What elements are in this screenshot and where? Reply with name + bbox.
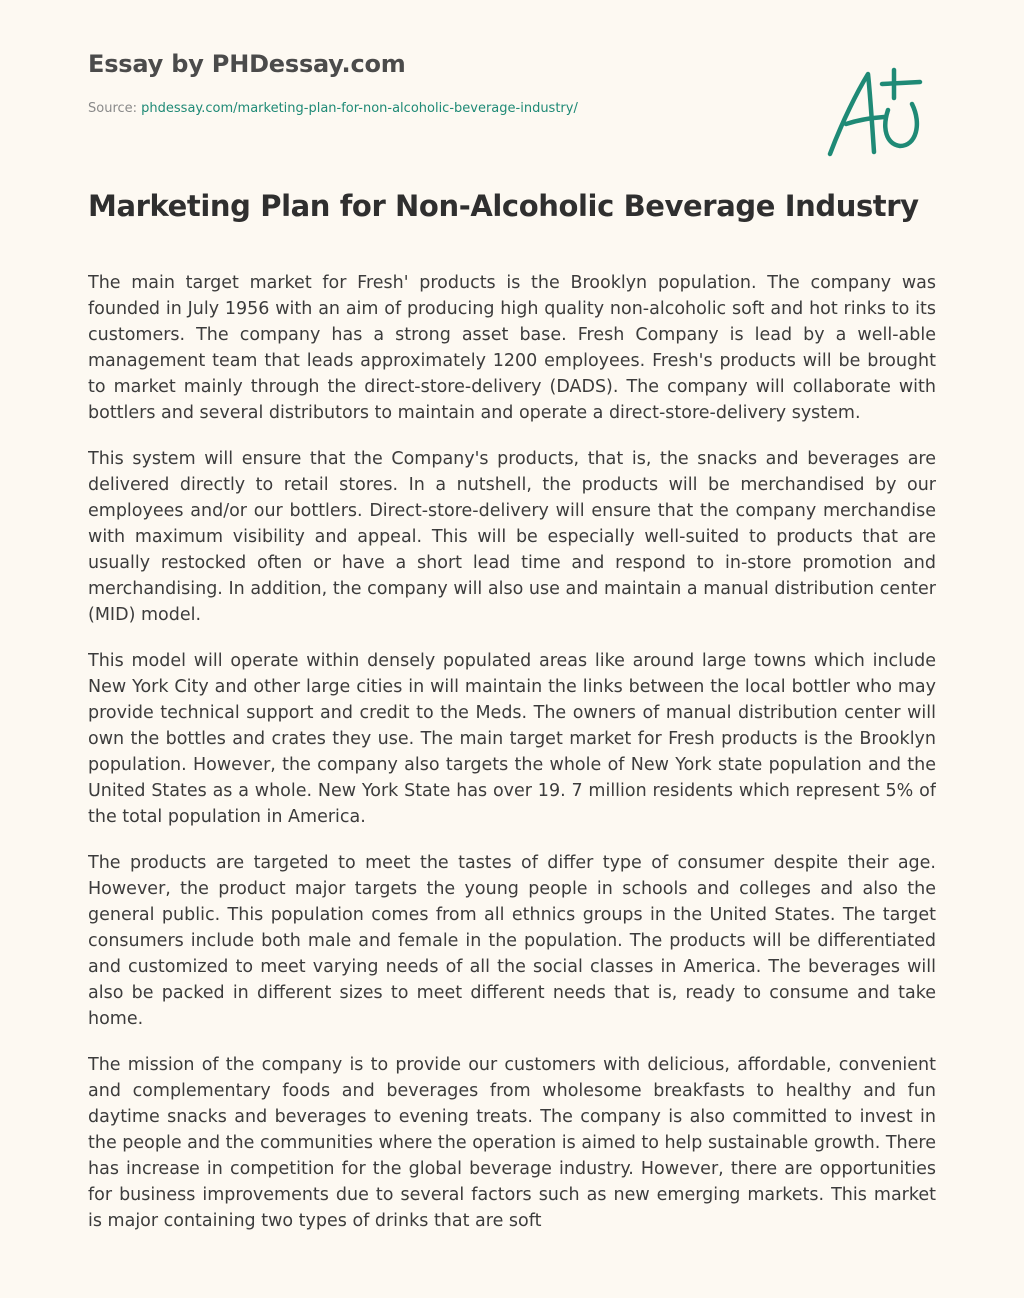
site-title: Essay by PHDessay.com bbox=[88, 50, 406, 78]
source-link[interactable]: phdessay.com/marketing-plan-for-non-alcoholic-beverage-industry/ bbox=[141, 101, 578, 116]
essay-paragraph: The main target market for Fresh' products is the Brooklyn population. The company was founded in July 1956 with an aim of producing high quality non-alcoholic soft and hot rinks to its customers. The company has a strong asset base. Fresh Company is lead by a well-able management team that leads approximately 1200 employees. Fresh's products will be brought to market mainly through the direct-store-delivery (DADS). The company will collaborate with bottlers and several distributors to maintain and operate a direct-store-delivery system. bbox=[88, 273, 936, 423]
essay-title: Marketing Plan for Non-Alcoholic Beverage Industry bbox=[88, 189, 919, 223]
essay-paragraph: This model will operate within densely populated areas like around large towns which include New York City and other large cities in will maintain the links between the local bottler who may provide technical support and credit to the Meds. The owners of manual distribution center will own the bottles and crates they use. The main target market for Fresh products is the Brooklyn population. However, the company also targets the whole of New York state population and the United States as a whole. New York State has over 19. 7 million residents which represent 5% of the total population in America. bbox=[88, 651, 936, 827]
essay-paragraph: The mission of the company is to provide our customers with delicious, affordable, convenient and complementary foods and beverages from wholesome breakfasts to healthy and fun daytime snacks and beverages to evening treats. The company is also committed to invest in the people and the communities where the operation is aimed to help sustainable growth. There has increase in competition for the global beverage industry. However, there are opportunities for business improvements due to several factors such as new emerging markets. This market is major containing two types of drinks that are soft bbox=[88, 1055, 936, 1231]
source-line bbox=[88, 101, 578, 116]
essay-paragraph: The products are targeted to meet the tastes of differ type of consumer despite their age. However, the product major targets the young people in schools and colleges and also the general public. This population comes from all ethnics groups in the United States. The target consumers include both male and female in the population. The products will be differentiated and customized to meet varying needs of all the social classes in America. The beverages will also be packed in different sizes to meet different needs that is, ready to consume and take home. bbox=[88, 853, 936, 1029]
essay-paragraph: This system will ensure that the Company's products, that is, the snacks and beverages are delivered directly to retail stores. In a nutshell, the products will be merchandised by our employees and/or our bottlers. Direct-store-delivery will ensure that the company merchandise with maximum visibility and appeal. This will be especially well-suited to products that are usually restocked often or have a short lead time and respond to in-store promotion and merchandising. In addition, the company will also use and maintain a manual distribution center (MID) model. bbox=[88, 449, 936, 625]
essay-body bbox=[88, 270, 936, 1250]
source-label: Source: bbox=[88, 101, 138, 116]
a-plus-logo-icon bbox=[822, 62, 932, 162]
